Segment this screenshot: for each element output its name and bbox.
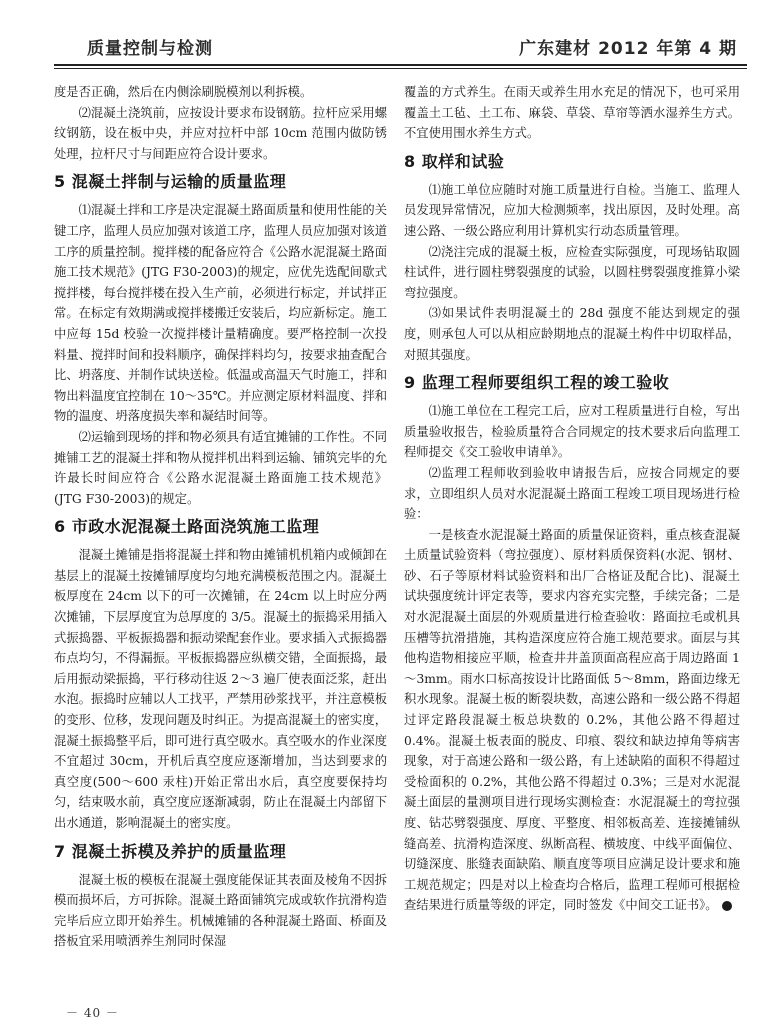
left-column [54, 82, 387, 952]
paragraph: ⑴混凝土拌和工序是决定混凝土路面质量和使用性能的关键工序，监理人员应加强对该道工序，监理人员应加强对该道工序的质量控制。搅拌楼的配备应符合《公路水泥混凝土路面施工技术规范》(JTG F30-2003)的规定，应优先选配间歇式搅拌楼，每台搅拌楼在投入生产前，必须进行标定，并试拌正常。在标定有效期满或搅拌楼搬迁安装后，均应新标定。施工中应每 15d 校验一次搅拌楼计量精确度。要严格控制一次投料量、搅拌时间和投料顺序，确保拌料均匀，按要求抽查配合比、坍落度、并制作试块送检。低温或高温天气时施工，拌和物出料温度宜控制在 10～35℃。并应测定原材料温度、拌和物的温度、坍落度损失率和凝结时间等。 [54, 203, 387, 424]
paragraph: 度是否正确，然后在内侧涂刷脱模剂以利拆模。 [54, 85, 313, 99]
paragraph: 混凝土板的模板在混凝土强度能保证其表面及棱角不因拆模而损坏后，方可拆除。混凝土路面铺筑完成或软作抗滑构造完毕后应立即开始养生。机械摊铺的各种混凝土路面、桥面及搭板宜采用喷洒养生剂同时保湿 [54, 872, 387, 949]
section-title: 质量控制与检测 [87, 39, 213, 59]
section-heading-5: 5 混凝土拌制与运输的质量监理 [54, 172, 287, 192]
paragraph: ⑵监理工程师收到验收申请报告后，应按合同规定的要求，立即组织人员对水泥混凝土路面工程竣工项目现场进行检验： [404, 465, 740, 522]
paragraph: ⑶如果试件表明混凝土的 28d 强度不能达到规定的强度，则承包人可以从相应龄期地点的混凝土构件中切取样品，对照其强度。 [404, 306, 740, 362]
section-heading-9: 9 监理工程师要组织工程的竣工验收 [404, 373, 670, 393]
section-heading-7: 7 混凝土拆模及养护的质量监理 [54, 841, 287, 861]
page-header [54, 28, 747, 66]
paragraph: 覆盖的方式养生。在雨天或养生用水充足的情况下，也可采用覆盖土工毡、土工布、麻袋、草袋、草帘等洒水湿养生方式。不宜使用围水养生方式。 [404, 85, 740, 141]
paragraph: ⑴施工单位在工程完工后，应对工程质量进行自检，写出质量验收报告，检验质量符合合同规定的技术要求后向监理工程师提交《交工验收申请单》。 [404, 404, 740, 460]
end-mark-icon [722, 901, 732, 911]
paragraph: 混凝土摊铺是指将混凝土拌和物由摊铺机机箱内或倾卸在基层上的混凝土按摊铺厚度均匀地充满模板范围之内。混凝土板厚度在 24cm 以下的可一次摊铺，在 24cm 以上时应分两次摊铺，下层厚度宜为总厚度的 3/5。混凝土的振捣采用插入式振捣器、平板振捣器和振动梁配套作业。要求插入式振捣器布点均匀，不得漏振。平板振捣器应纵横交错，全面振捣，最后用振动梁振捣，平行移动往返 2～3 遍厂使表面泛浆，赶出水泡。振捣时应辅以人工找平，严禁用砂浆找平，并注意模板的变形、位移，发现问题及时纠正。为提高混凝土的密实度，混凝土振捣整平后，即可进行真空吸水。真空吸水的作业深度不宜超过 30cm，开机后真空度应逐渐增加，当达到要求的真空度(500～600 汞柱)开始正常出水后，真空度要保持均匀，结束吸水前，真空度应逐渐减弱，防止在混凝土内部留下出水通道，影响混凝土的密实度。 [54, 548, 387, 830]
paragraph: ⑵混凝土浇筑前，应按设计要求布设钢筋。拉杆应采用螺纹钢筋，设在板中央，并应对拉杆中部 10cm 范围内做防锈处理，拉杆尺寸与间距应符合设计要求。 [54, 105, 387, 161]
journal-issue: 广东建材 2012 年第 4 期 [519, 39, 737, 59]
header-rule-thin [54, 68, 747, 69]
paragraph: ⑵浇注完成的混凝土板，应检查实际强度，可现场钻取圆柱试件，进行圆柱劈裂强度的试验，以圆柱劈裂强度推算小梁弯拉强度。 [404, 244, 740, 300]
section-heading-8: 8 取样和试验 [404, 151, 505, 171]
paragraph: ⑵运输到现场的拌和物必须具有适宜摊铺的工作性。不同摊铺工艺的混凝土拌和物从搅拌机出料到运输、铺筑完毕的允许最长时间应符合《公路水泥混凝土路面施工技术规范》(JTG F30-2003)的规定。 [54, 429, 387, 506]
paragraph-with-end-mark [404, 525, 740, 916]
right-column [404, 82, 740, 916]
section-heading-6: 6 市政水泥混凝土路面浇筑施工监理 [54, 517, 320, 537]
page-number: － 40 － [66, 1006, 119, 1020]
paragraph: ⑴施工单位应随时对施工质量进行自检。当施工、监理人员发现异常情况，应加大检测频率，找出原因，及时处理。高速公路、一级公路应利用计算机实行动态质量管理。 [404, 182, 740, 238]
header-rule [54, 64, 747, 66]
paragraph-text: 一是核查水泥混凝土路面的质量保证资料，重点核查混凝土质量试验资料（弯拉强度）、原材料质保资料(水泥、钢材、砂、石子等原材料试验资料和出厂合格证及配合比)、混凝土试块强度统计评定表等，要求内容充实完整，手续完备；二是对水泥混凝土面层的外观质量进行检查验收：路面拉毛或机具压槽等抗滑措施，其构造深度应符合施工规范要求。面层与其他构造物相接应平顺，检查井井盖顶面高程应高于周边路面 1～3mm。雨水口标高按设计比路面低 5～8mm，路面边缘无积水现象。混凝土板的断裂块数，高速公路和一级公路不得超过评定路段混凝土板总块数的 0.2%，其他公路不得超过 0.4%。混凝土板表面的脱皮、印痕、裂纹和缺边掉角等病害现象，对于高速公路和一级公路，有上述缺陷的面积不得超过受检面积的 0.2%，其他公路不得超过 0.3%；三是对水泥混凝土面层的量测项目进行现场实测检查：水泥混凝土的弯拉强度、钻芯劈裂强度、厚度、平整度、相邻板高差、连接摊铺纵缝高差、抗滑构造深度、纵断高程、横坡度、中线平面偏位、切缝深度、胀缝表面缺陷、顺直度等项目应满足设计要求和施工规范规定；四是对以上检查均合格后，监理工程师可根据检查结果进行质量等级的评定，同时签发《中间交工证书》。 [404, 527, 740, 913]
